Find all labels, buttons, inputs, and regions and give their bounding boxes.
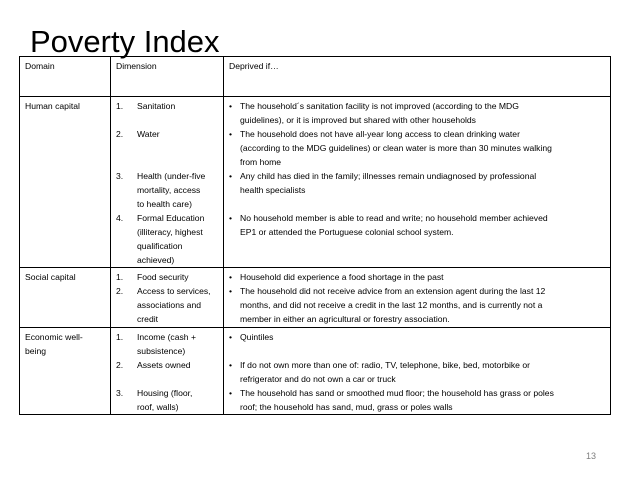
dimension-item xyxy=(116,386,218,414)
deprivation-item xyxy=(229,211,605,239)
bullet-icon: • xyxy=(229,272,233,282)
dimension-item xyxy=(116,99,218,113)
dimension-item xyxy=(116,330,218,358)
item-number: 1. xyxy=(116,332,124,342)
dimension-text: Assets owned xyxy=(137,360,191,370)
domain-cell xyxy=(20,328,111,415)
deprivation-text: The household´s sanitation facility is not improved (according to the MDG guidelines), or it is improved but shared with other households xyxy=(240,101,519,125)
dimension-text: Food security xyxy=(137,272,189,282)
dimension-cell xyxy=(111,268,224,328)
dimension-item xyxy=(116,270,218,284)
domain-label: Social capital xyxy=(25,272,76,282)
slide-title: Poverty Index xyxy=(30,24,220,59)
dimension-text: Water xyxy=(137,129,160,139)
table-row xyxy=(20,97,611,268)
deprivation-item xyxy=(229,284,605,326)
deprivation-item xyxy=(229,358,605,386)
bullet-icon: • xyxy=(229,129,233,139)
deprivation-item xyxy=(229,169,605,197)
deprivation-item xyxy=(229,386,605,414)
deprivation-text: Quintiles xyxy=(240,332,274,342)
item-number: 1. xyxy=(116,101,124,111)
domain-label: Economic well- being xyxy=(25,332,83,356)
dimension-item xyxy=(116,211,218,267)
dimension-item xyxy=(116,169,218,211)
dimension-text: Access to services, associations and credit xyxy=(137,286,211,324)
domain-label: Human capital xyxy=(25,101,80,111)
dimension-cell xyxy=(111,97,224,268)
header-dimension: Dimension xyxy=(111,57,224,97)
poverty-index-table xyxy=(19,56,611,415)
deprivation-text: If do not own more than one of: radio, TV, telephone, bike, bed, motorbike or refrigerator and do not own a car or truck xyxy=(240,360,530,384)
item-number: 1. xyxy=(116,272,124,282)
header-deprived-if: Deprived if… xyxy=(224,57,611,97)
bullet-icon: • xyxy=(229,171,233,181)
deprivation-item xyxy=(229,330,605,344)
item-number: 2. xyxy=(116,129,124,139)
bullet-icon: • xyxy=(229,332,233,342)
deprivation-text: The household does not have all-year long access to clean drinking water (according to the MDG guidelines) or clean water is more than 30 minutes walking from home xyxy=(240,129,552,167)
dimension-item xyxy=(116,284,218,326)
deprivation-text: Any child has died in the family; illnesses remain undiagnosed by professional health specialists xyxy=(240,171,537,195)
deprivation-text: No household member is able to read and write; no household member achieved EP1 or attended the Portuguese colonial school system. xyxy=(240,213,548,237)
dimension-text: Sanitation xyxy=(137,101,176,111)
dimension-text: Income (cash + subsistence) xyxy=(137,332,196,356)
deprivation-item xyxy=(229,270,605,284)
dimension-text: Health (under-five mortality, access to health care) xyxy=(137,171,206,209)
deprivation-cell xyxy=(224,97,611,268)
item-number: 3. xyxy=(116,171,124,181)
bullet-icon: • xyxy=(229,101,233,111)
item-number: 2. xyxy=(116,286,124,296)
dimension-item xyxy=(116,127,218,141)
table-row xyxy=(20,268,611,328)
deprivation-text: The household has sand or smoothed mud floor; the household has grass or poles roof; the household has sand, mud, grass or poles walls xyxy=(240,388,554,412)
item-number: 4. xyxy=(116,213,124,223)
bullet-icon: • xyxy=(229,286,233,296)
deprivation-text: The household did not receive advice from an extension agent during the last 12 months, and did not receive a credit in the last 12 months, and is currently not a member in either an agricultural or forestry association. xyxy=(240,286,546,324)
page-number: 13 xyxy=(586,451,597,461)
dimension-item xyxy=(116,358,218,372)
bullet-icon: • xyxy=(229,388,233,398)
deprivation-item xyxy=(229,99,605,127)
item-number: 2. xyxy=(116,360,124,370)
table-header-row xyxy=(20,57,611,97)
deprivation-text: Household did experience a food shortage in the past xyxy=(240,272,444,282)
domain-cell xyxy=(20,268,111,328)
deprivation-item xyxy=(229,127,605,169)
deprivation-cell xyxy=(224,328,611,415)
table-row xyxy=(20,328,611,415)
bullet-icon: • xyxy=(229,360,233,370)
dimension-text: Housing (floor, roof, walls) xyxy=(137,388,193,412)
domain-cell xyxy=(20,97,111,268)
dimension-cell xyxy=(111,328,224,415)
item-number: 3. xyxy=(116,388,124,398)
header-domain: Domain xyxy=(20,57,111,97)
dimension-text: Formal Education (illiteracy, highest qualification achieved) xyxy=(137,213,205,265)
bullet-icon: • xyxy=(229,213,233,223)
deprivation-cell xyxy=(224,268,611,328)
